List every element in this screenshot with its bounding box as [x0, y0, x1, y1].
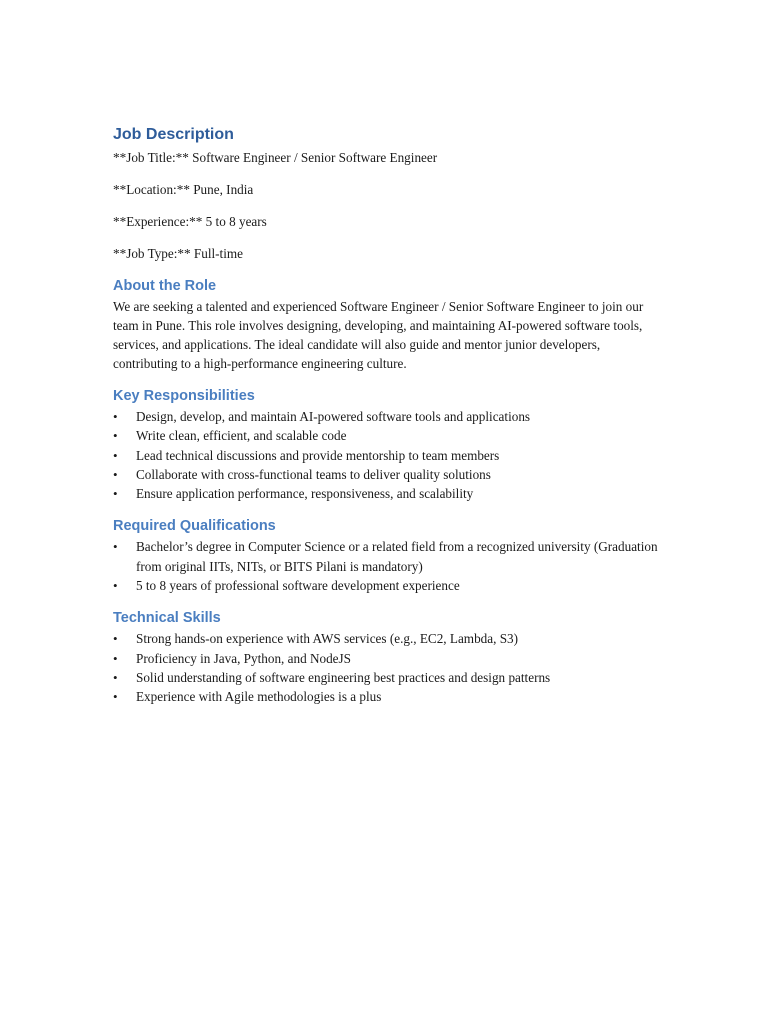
- job-title-line: **Job Title:** Software Engineer / Senior Software Engineer: [113, 150, 438, 165]
- list-item-text: 5 to 8 years of professional software development experience: [136, 578, 460, 594]
- skills-list: [113, 629, 663, 706]
- list-item: [113, 484, 663, 503]
- responsibilities-section: [113, 385, 663, 503]
- bullet-icon: •: [113, 631, 118, 647]
- bullet-icon: •: [113, 466, 118, 482]
- list-item: [113, 649, 663, 668]
- list-item: [113, 687, 663, 706]
- location-line: **Location:** Pune, India: [113, 182, 254, 197]
- qualifications-heading: Required Qualifications: [113, 518, 276, 535]
- about-section: [113, 275, 663, 373]
- skills-section: [113, 607, 663, 706]
- list-item-text: Proficiency in Java, Python, and NodeJS: [136, 650, 351, 666]
- bullet-icon: •: [113, 669, 118, 685]
- list-item-text: Lead technical discussions and provide mentorship to team members: [136, 447, 500, 463]
- bullet-icon: •: [113, 486, 118, 502]
- list-item-text: Design, develop, and maintain AI-powered software tools and applications: [136, 409, 531, 424]
- bullet-icon: •: [113, 539, 118, 555]
- list-item: [113, 668, 663, 687]
- list-item-text: Bachelor’s degree in Computer Science or a related field from a recognized university (Graduation from original IITs, NITs, or BITS Pilani is mandatory): [136, 539, 658, 574]
- experience-line: **Experience:** 5 to 8 years: [113, 214, 267, 229]
- list-item: [113, 629, 663, 648]
- qualifications-section: [113, 515, 663, 595]
- list-item-text: Ensure application performance, responsiveness, and scalability: [136, 486, 474, 502]
- bullet-icon: •: [113, 650, 118, 666]
- list-item-text: Strong hands-on experience with AWS services (e.g., EC2, Lambda, S3): [136, 631, 519, 647]
- list-item: [113, 465, 663, 484]
- qualifications-list: [113, 537, 663, 595]
- bullet-icon: •: [113, 428, 118, 444]
- bullet-icon: •: [113, 578, 118, 594]
- list-item: [113, 407, 663, 426]
- skills-heading: Technical Skills: [113, 610, 221, 627]
- list-item: [113, 446, 663, 465]
- list-item-text: Collaborate with cross-functional teams to deliver quality solutions: [136, 466, 491, 482]
- bullet-icon: •: [113, 447, 118, 463]
- list-item: [113, 576, 663, 595]
- list-item-text: Write clean, efficient, and scalable code: [136, 428, 347, 444]
- responsibilities-list: [113, 407, 663, 503]
- document-page: [113, 122, 663, 707]
- list-item: [113, 537, 663, 576]
- about-heading: About the Role: [113, 278, 217, 294]
- list-item: [113, 426, 663, 445]
- document-title: Job Description: [113, 126, 234, 143]
- bullet-icon: •: [113, 689, 118, 705]
- bullet-icon: •: [113, 409, 118, 424]
- list-item-text: Solid understanding of software engineering best practices and design patterns: [136, 669, 551, 685]
- job-type-line: **Job Type:** Full-time: [113, 246, 243, 261]
- list-item-text: Experience with Agile methodologies is a plus: [136, 689, 382, 705]
- job-meta: [113, 148, 663, 263]
- responsibilities-heading: Key Responsibilities: [113, 388, 255, 404]
- about-body: We are seeking a talented and experienced Software Engineer / Senior Software Engineer to join our team in Pune. This role involves designing, developing, and maintaining AI-powered software tools, services, and applications. The ideal candidate will also guide and mentor junior developers, contributing to a high-performance engineering culture.: [113, 299, 644, 371]
